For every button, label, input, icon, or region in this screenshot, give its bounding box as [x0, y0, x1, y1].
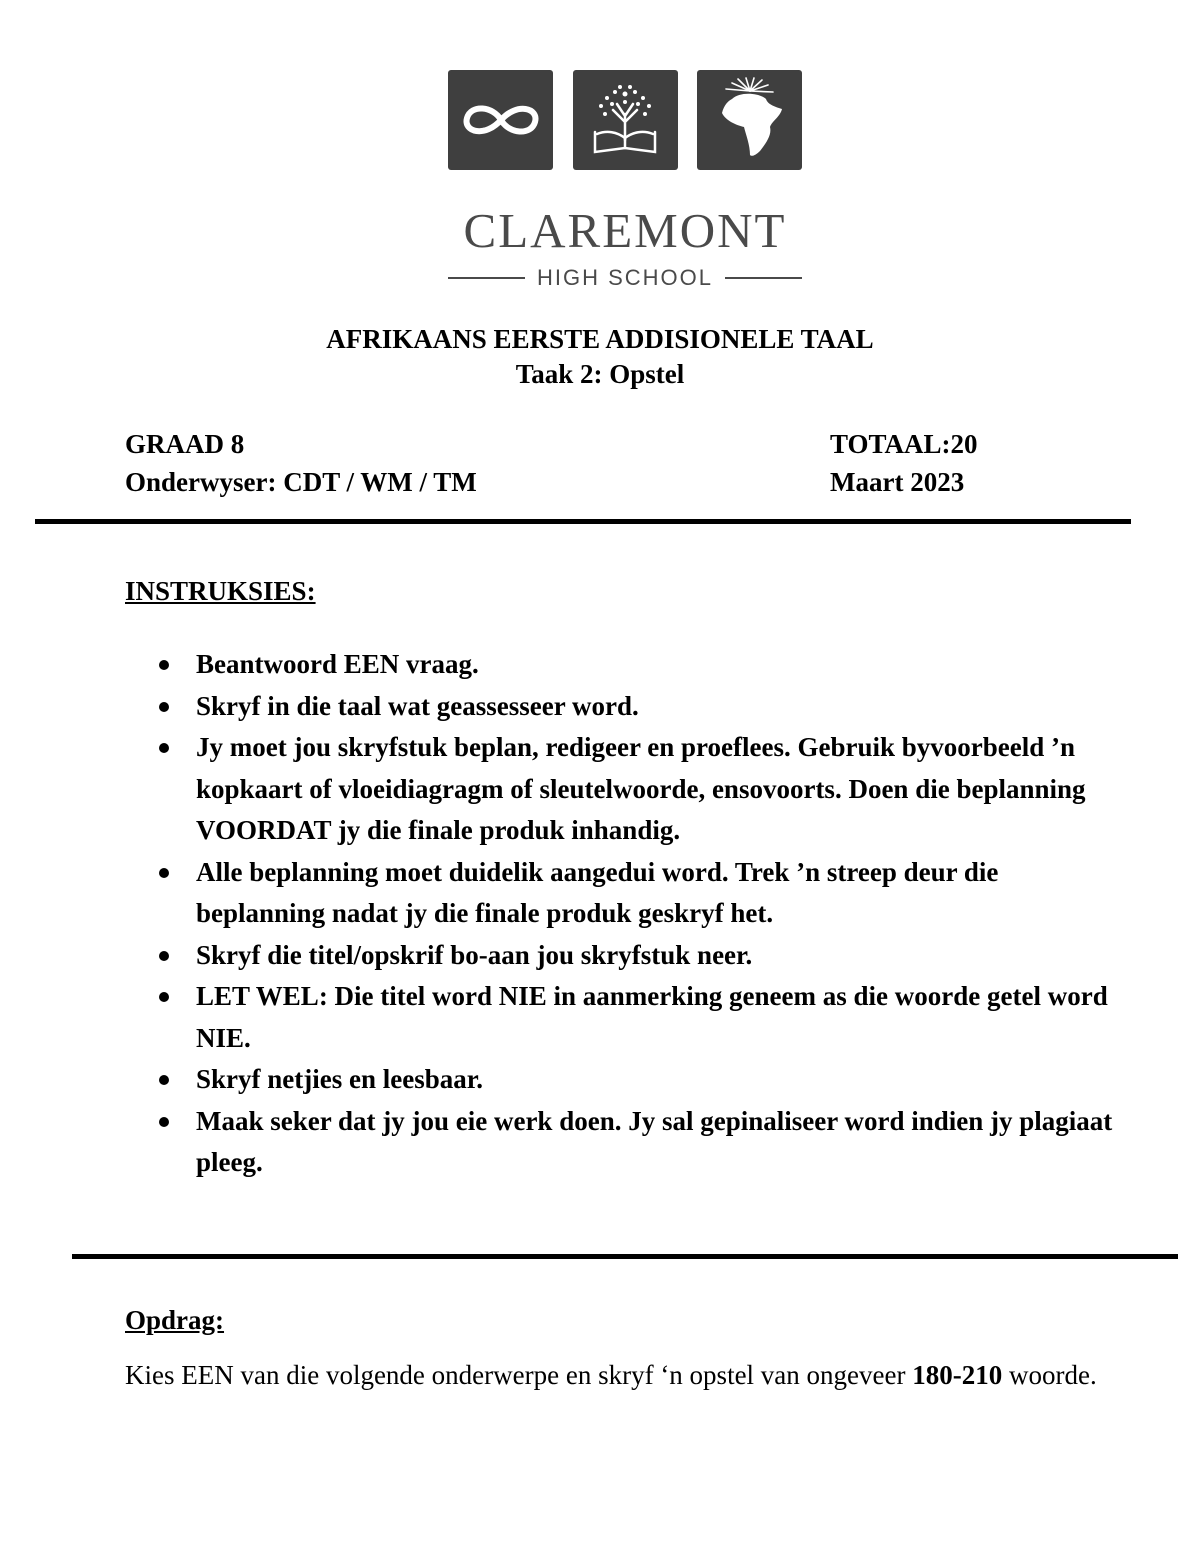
school-subname-text: HIGH SCHOOL	[536, 265, 714, 290]
bullet-icon	[159, 1075, 169, 1085]
bullet-icon	[159, 951, 169, 961]
list-item: Jy moet jou skryfstuk beplan, redigeer en proeflees. Gebruik byvoorbeeld ’n kopkaart of vloeidiagragm of sleutelwoorde, ensovoorts. Doen die beplanning VOORDAT jy die finale produk inhandig.	[125, 727, 1125, 852]
document-subtitle: Taak 2: Opstel	[515, 359, 685, 389]
list-item: Beantwoord EEN vraag.	[125, 644, 1125, 686]
total-label: TOTAAL:20	[830, 429, 978, 459]
list-item: Skryf netjies en leesbaar.	[125, 1059, 1125, 1101]
list-item: Skryf in die taal wat geassesseer word.	[125, 686, 1125, 728]
word-count: 180-210	[912, 1360, 1003, 1390]
africa-map-icon	[697, 70, 802, 170]
tree-book-icon	[573, 70, 678, 170]
bullet-icon	[159, 702, 169, 712]
grade-label: GRAAD 8	[125, 429, 245, 459]
subname-rule-left	[448, 277, 525, 279]
bullet-icon	[159, 992, 169, 1002]
divider-top	[35, 519, 1131, 524]
list-item: Skryf die titel/opskrif bo-aan jou skryfstuk neer.	[125, 935, 1125, 977]
date-label: Maart 2023	[830, 467, 965, 497]
school-name: CLAREMONT	[463, 203, 787, 258]
list-item: Alle beplanning moet duidelik aangedui word. Trek ’n streep deur die beplanning nadat jy die finale produk geskryf het.	[125, 852, 1125, 935]
divider-bottom	[72, 1254, 1178, 1259]
infinity-icon	[448, 70, 553, 170]
instructions-heading: INSTRUKSIES:	[125, 576, 316, 606]
list-item: Maak seker dat jy jou eie werk doen. Jy sal gepinaliseer word indien jy plagiaat pleeg.	[125, 1101, 1125, 1184]
bullet-icon	[159, 1117, 169, 1127]
instructions-list	[125, 644, 1125, 1184]
task-heading: Opdrag:	[125, 1305, 225, 1335]
bullet-icon	[159, 743, 169, 753]
teachers-label: Onderwyser: CDT / WM / TM	[125, 467, 477, 497]
document-title: AFRIKAANS EERSTE ADDISIONELE TAAL	[326, 324, 874, 354]
subname-rule-right	[725, 277, 802, 279]
list-item: LET WEL: Die titel word NIE in aanmerking geneem as die woorde getel word NIE.	[125, 976, 1125, 1059]
bullet-icon	[159, 868, 169, 878]
task-description: Kies EEN van die volgende onderwerpe en skryf ‘n opstel van ongeveer 180-210 woorde.	[125, 1360, 1097, 1390]
school-logo	[448, 70, 802, 170]
bullet-icon	[159, 660, 169, 670]
school-subname	[448, 264, 802, 292]
